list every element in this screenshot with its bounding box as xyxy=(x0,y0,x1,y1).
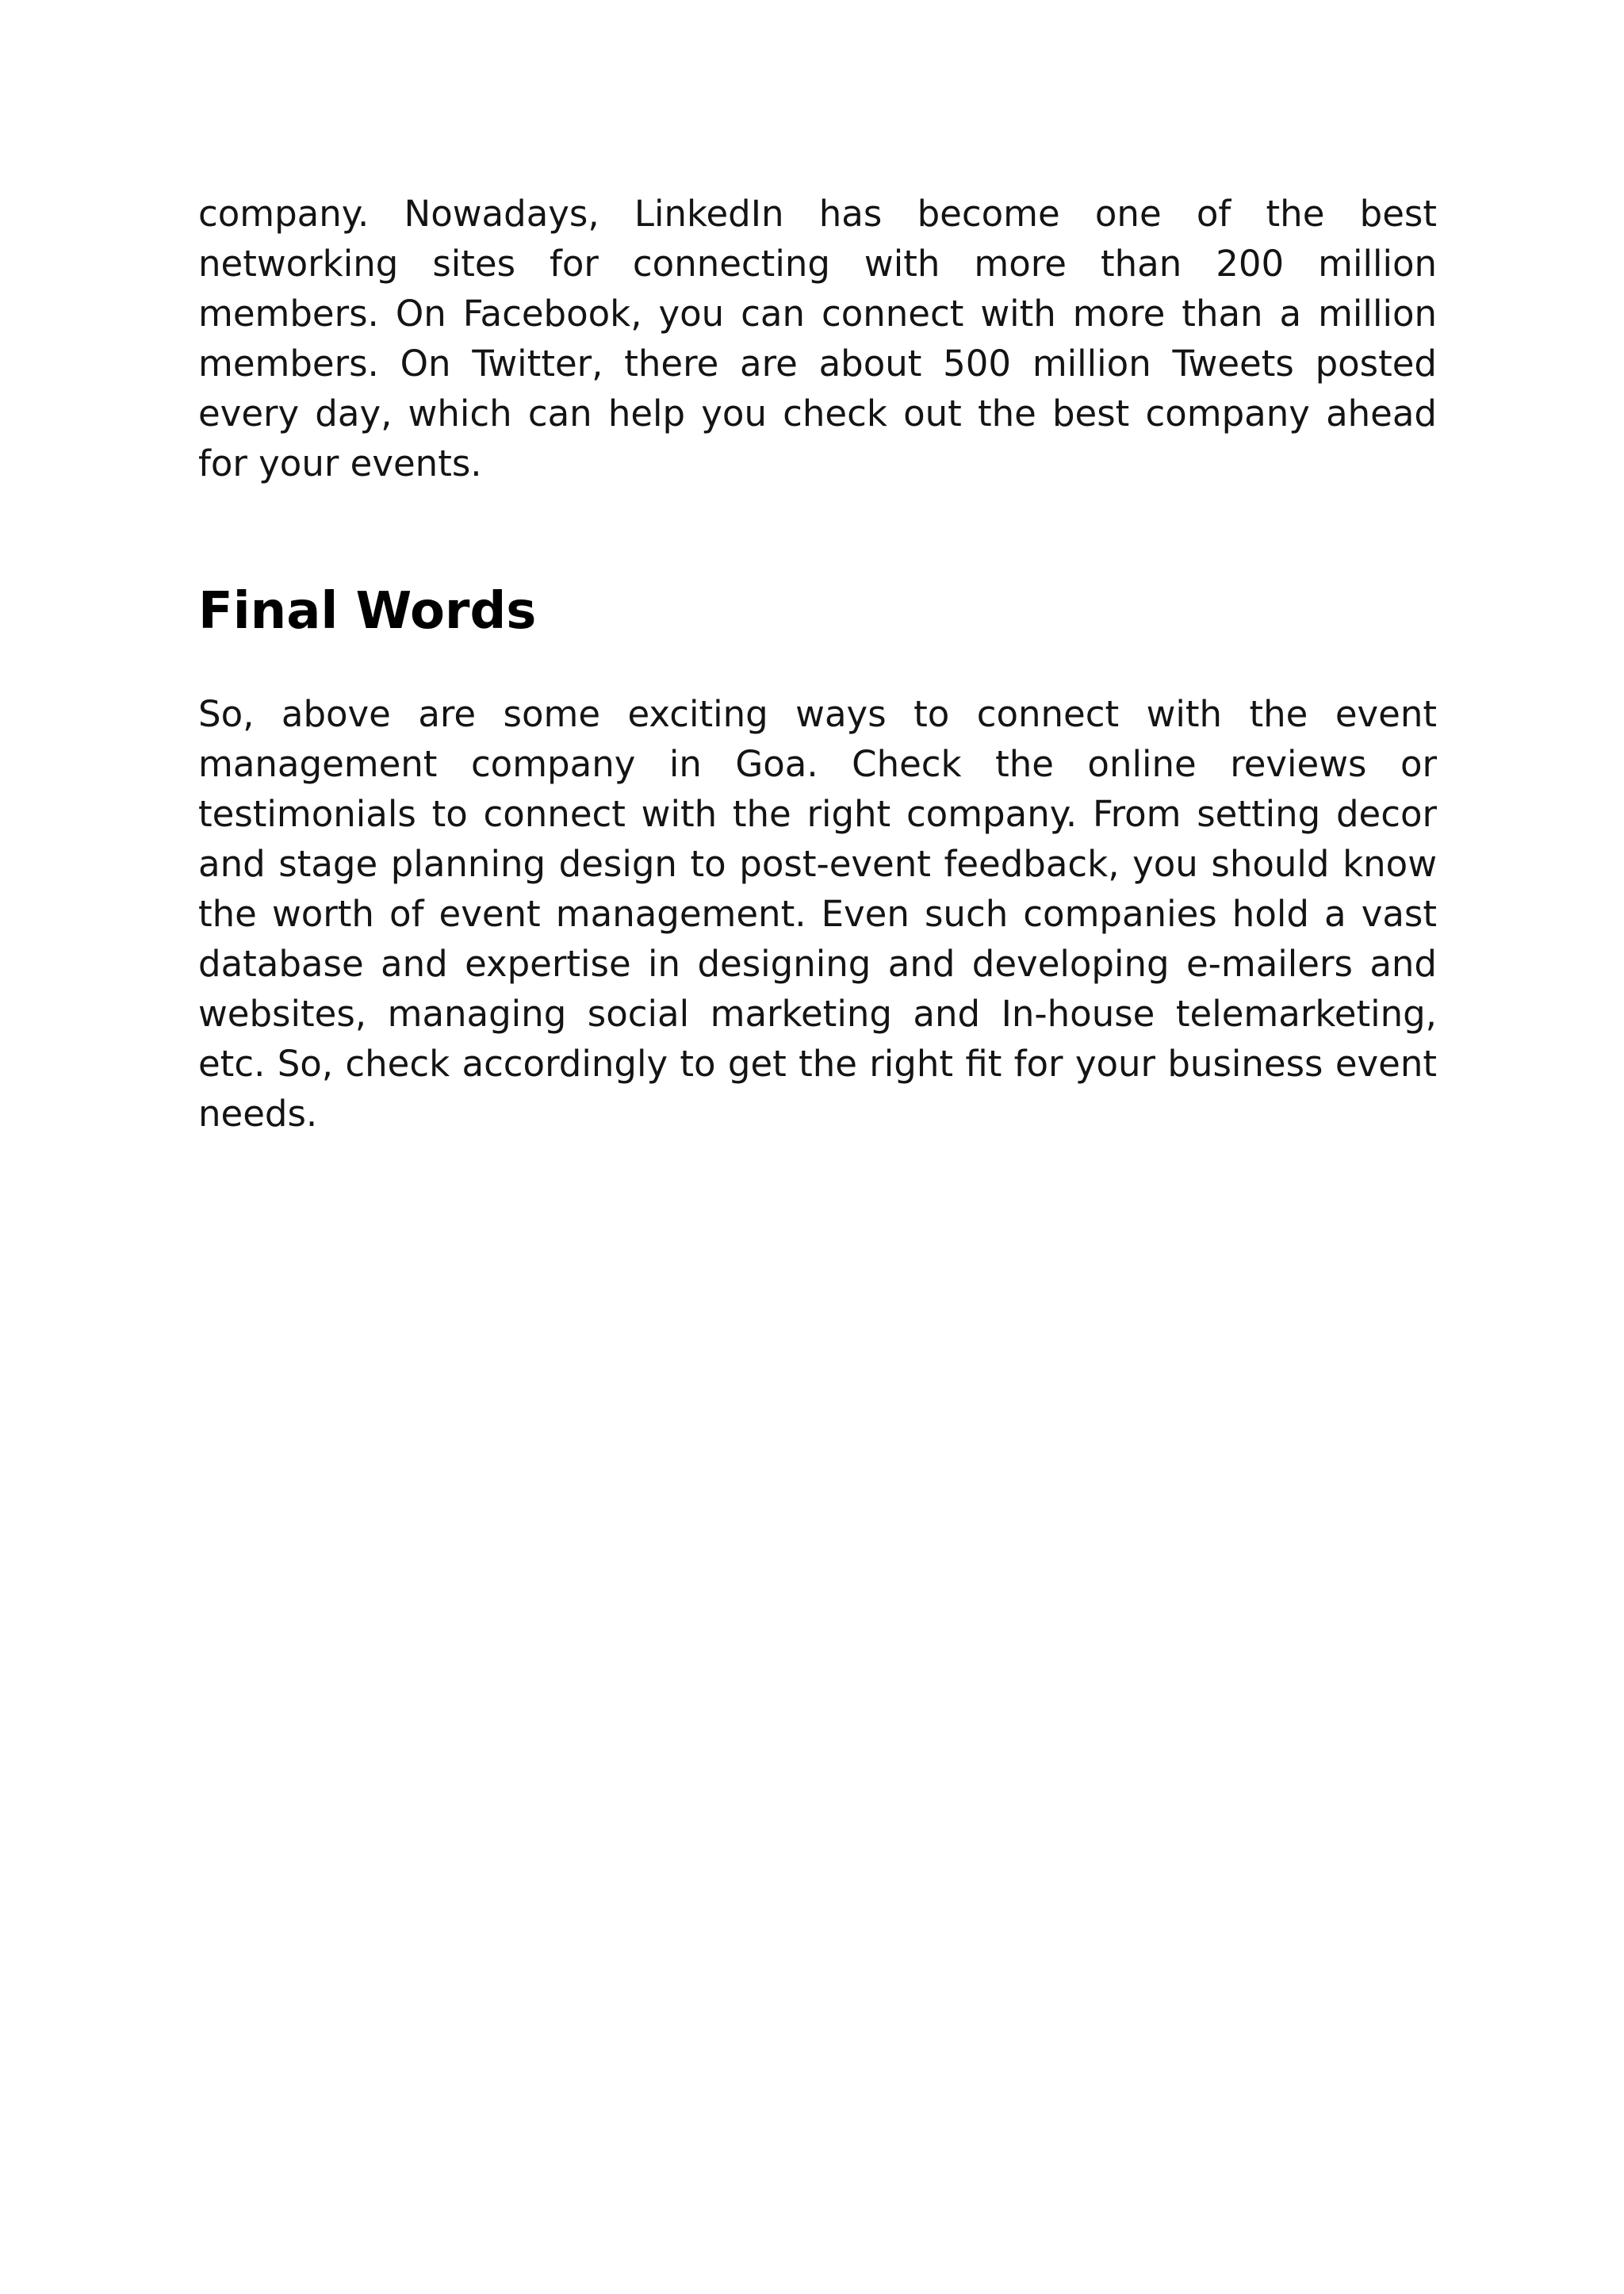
document-content xyxy=(198,189,1437,1139)
final-words-paragraph: So, above are some exciting ways to connect with the event management company in Goa. Check the online reviews or testimonials to connect with the right company. From setting decor and stage planning design to post-event feedback, you should know the worth of event management. Even such companies hold a vast database and expertise in designing and developing e-mailers and websites, managing social marketing and In-house telemarketing, etc. So, check accordingly to get the right fit for your business event needs. xyxy=(198,693,1437,1135)
final-words-heading: Final Words xyxy=(198,582,537,641)
social-networking-paragraph: company. Nowadays, LinkedIn has become one of the best networking sites for connecting with more than 200 million members. On Facebook, you can connect with more than a million members. On Twitter, there are about 500 million Tweets posted every day, which can help you check out the best company ahead for your events. xyxy=(198,193,1437,484)
